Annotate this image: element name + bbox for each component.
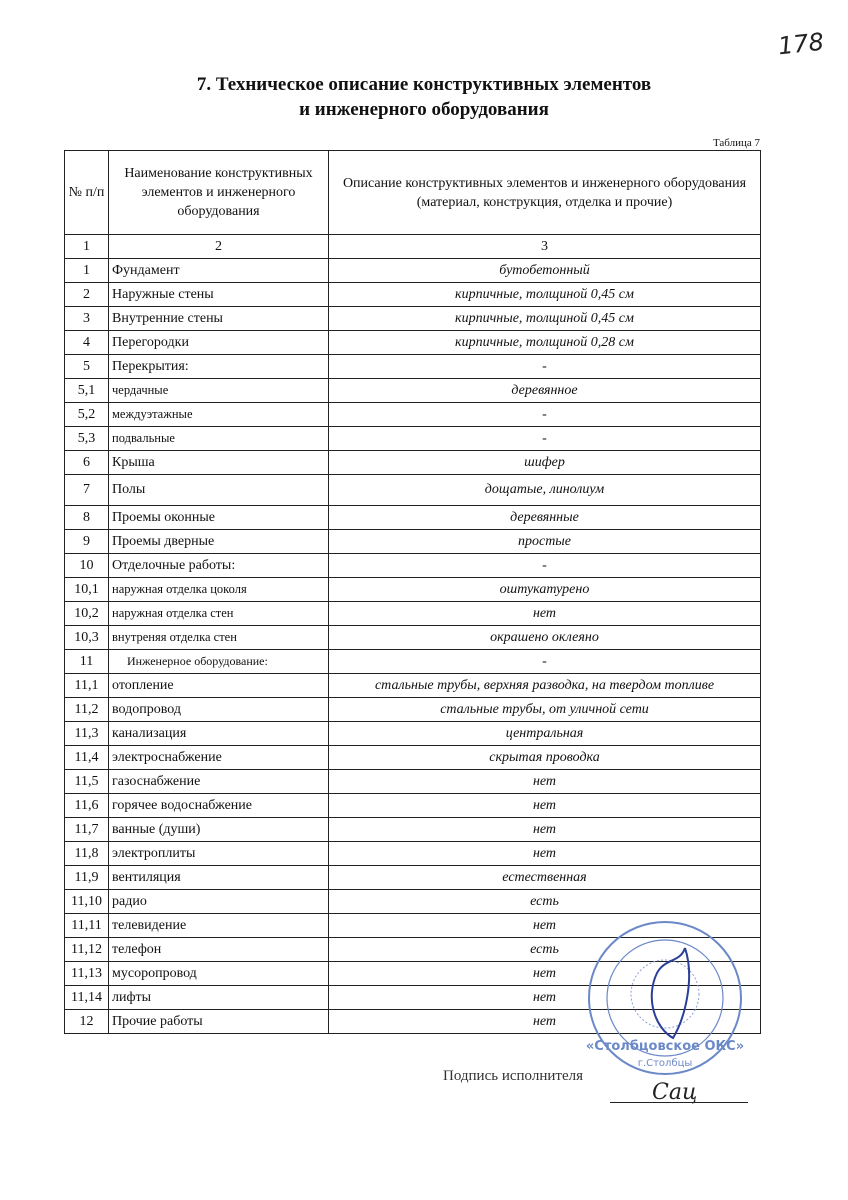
element-name: подвальные	[109, 427, 329, 451]
column-number-1: 1	[65, 235, 109, 259]
element-description: нет	[329, 914, 761, 938]
row-number: 9	[65, 530, 109, 554]
table-row	[65, 674, 761, 698]
header-number: № п/п	[65, 151, 109, 235]
row-number: 11,2	[65, 698, 109, 722]
handwritten-page-number: 178	[776, 27, 826, 61]
element-description: бутобетонный	[329, 259, 761, 283]
element-name: Прочие работы	[109, 1010, 329, 1034]
table-row	[65, 578, 761, 602]
row-number: 6	[65, 451, 109, 475]
technical-description-table	[64, 150, 761, 1034]
element-description: нет	[329, 986, 761, 1010]
element-name: Проемы дверные	[109, 530, 329, 554]
official-stamp	[585, 918, 745, 1078]
table-row	[65, 307, 761, 331]
row-number: 11,14	[65, 986, 109, 1010]
element-description: нет	[329, 818, 761, 842]
element-name: электроплиты	[109, 842, 329, 866]
row-number: 5,1	[65, 379, 109, 403]
element-name: наружная отделка стен	[109, 602, 329, 626]
header-description-line2: (материал, конструкция, отделка и прочие)	[416, 194, 673, 210]
table-label: Таблица 7	[712, 137, 760, 149]
element-name: Перекрытия:	[109, 355, 329, 379]
element-description: нет	[329, 794, 761, 818]
element-description: есть	[329, 890, 761, 914]
element-description: -	[329, 403, 761, 427]
header-element-name: Наименование конструктивных элементов и инженерного оборудования	[109, 151, 329, 235]
element-name: радио	[109, 890, 329, 914]
stamp-seal-icon	[585, 918, 745, 1078]
table-row	[65, 746, 761, 770]
row-number: 10,1	[65, 578, 109, 602]
row-number: 11,7	[65, 818, 109, 842]
element-name: Инженерное оборудование:	[109, 650, 329, 674]
element-name: отопление	[109, 674, 329, 698]
element-name: водопровод	[109, 698, 329, 722]
element-description: -	[329, 427, 761, 451]
header-description	[329, 151, 761, 235]
element-description: шифер	[329, 451, 761, 475]
row-number: 10,3	[65, 626, 109, 650]
element-description: -	[329, 554, 761, 578]
element-description: деревянные	[329, 506, 761, 530]
table-row	[65, 403, 761, 427]
element-description: центральная	[329, 722, 761, 746]
table-header-row	[65, 151, 761, 235]
svg-text:г.Столбцы: г.Столбцы	[637, 1058, 693, 1069]
element-name: мусоропровод	[109, 962, 329, 986]
table-row	[65, 818, 761, 842]
table-row	[65, 626, 761, 650]
element-name: Перегородки	[109, 331, 329, 355]
row-number: 11,3	[65, 722, 109, 746]
element-name: Наружные стены	[109, 283, 329, 307]
header-description-line1: Описание конструктивных элементов и инженерного оборудования	[342, 175, 747, 191]
section-title	[0, 72, 848, 122]
table-row	[65, 259, 761, 283]
title-line-1: 7. Техническое описание конструктивных элементов	[196, 74, 652, 95]
element-description: есть	[329, 938, 761, 962]
row-number: 11,4	[65, 746, 109, 770]
element-name: Проемы оконные	[109, 506, 329, 530]
element-name: чердачные	[109, 379, 329, 403]
element-name: междуэтажные	[109, 403, 329, 427]
row-number: 11,5	[65, 770, 109, 794]
row-number: 5,3	[65, 427, 109, 451]
element-name: электроснабжение	[109, 746, 329, 770]
element-name: телефон	[109, 938, 329, 962]
row-number: 5,2	[65, 403, 109, 427]
row-number: 11,11	[65, 914, 109, 938]
row-number: 8	[65, 506, 109, 530]
table-row	[65, 794, 761, 818]
title-line-2: и инженерного оборудования	[299, 99, 549, 120]
element-description: оштукатурено	[329, 578, 761, 602]
row-number: 11,9	[65, 866, 109, 890]
element-name: газоснабжение	[109, 770, 329, 794]
table-row	[65, 331, 761, 355]
element-name: ванные (души)	[109, 818, 329, 842]
row-number: 11,13	[65, 962, 109, 986]
element-description: -	[329, 355, 761, 379]
column-number-3: 3	[329, 235, 761, 259]
element-description: скрытая проводка	[329, 746, 761, 770]
row-number: 1	[65, 259, 109, 283]
row-number: 12	[65, 1010, 109, 1034]
element-description: естественная	[329, 866, 761, 890]
table-row	[65, 451, 761, 475]
element-name: канализация	[109, 722, 329, 746]
row-number: 11,10	[65, 890, 109, 914]
row-number: 4	[65, 331, 109, 355]
element-name: внутреняя отделка стен	[109, 626, 329, 650]
row-number: 3	[65, 307, 109, 331]
row-number: 10	[65, 554, 109, 578]
table-row	[65, 890, 761, 914]
element-description: кирпичные, толщиной 0,45 см	[329, 283, 761, 307]
table-row	[65, 530, 761, 554]
element-description: дощатые, линолиум	[329, 475, 761, 506]
element-name: вентиляция	[109, 866, 329, 890]
table-row	[65, 650, 761, 674]
table-row	[65, 475, 761, 506]
element-name: телевидение	[109, 914, 329, 938]
element-description: деревянное	[329, 379, 761, 403]
element-name: горячее водоснабжение	[109, 794, 329, 818]
table-row	[65, 770, 761, 794]
row-number: 11,12	[65, 938, 109, 962]
table-row	[65, 283, 761, 307]
element-description: окрашено оклеяно	[329, 626, 761, 650]
element-description: нет	[329, 602, 761, 626]
table-row	[65, 506, 761, 530]
element-description: нет	[329, 770, 761, 794]
signature-line	[610, 1102, 748, 1103]
element-description: нет	[329, 1010, 761, 1034]
svg-text:«Столбцовское ОКС»: «Столбцовское ОКС»	[585, 1039, 745, 1054]
element-name: Крыша	[109, 451, 329, 475]
table-row	[65, 698, 761, 722]
element-description: нет	[329, 842, 761, 866]
element-description: нет	[329, 962, 761, 986]
element-description: кирпичные, толщиной 0,28 см	[329, 331, 761, 355]
column-number-row	[65, 235, 761, 259]
table-row	[65, 355, 761, 379]
signature-label: Подпись исполнителя	[443, 1068, 583, 1084]
element-name: Внутренние стены	[109, 307, 329, 331]
row-number: 11,8	[65, 842, 109, 866]
row-number: 11,1	[65, 674, 109, 698]
table-row	[65, 842, 761, 866]
table-row	[65, 554, 761, 578]
element-name: лифты	[109, 986, 329, 1010]
table-row	[65, 379, 761, 403]
row-number: 10,2	[65, 602, 109, 626]
column-number-2: 2	[109, 235, 329, 259]
element-description: стальные трубы, от уличной сети	[329, 698, 761, 722]
element-description: простые	[329, 530, 761, 554]
signature: Сац	[652, 1080, 698, 1105]
row-number: 5	[65, 355, 109, 379]
table-row	[65, 602, 761, 626]
element-description: стальные трубы, верхняя разводка, на твердом топливе	[329, 674, 761, 698]
table-row	[65, 427, 761, 451]
table-row	[65, 866, 761, 890]
element-name: Отделочные работы:	[109, 554, 329, 578]
row-number: 11	[65, 650, 109, 674]
element-description: -	[329, 650, 761, 674]
row-number: 7	[65, 475, 109, 506]
row-number: 2	[65, 283, 109, 307]
element-name: Фундамент	[109, 259, 329, 283]
row-number: 11,6	[65, 794, 109, 818]
element-description: кирпичные, толщиной 0,45 см	[329, 307, 761, 331]
element-name: наружная отделка цоколя	[109, 578, 329, 602]
table-row	[65, 722, 761, 746]
element-name: Полы	[109, 475, 329, 506]
